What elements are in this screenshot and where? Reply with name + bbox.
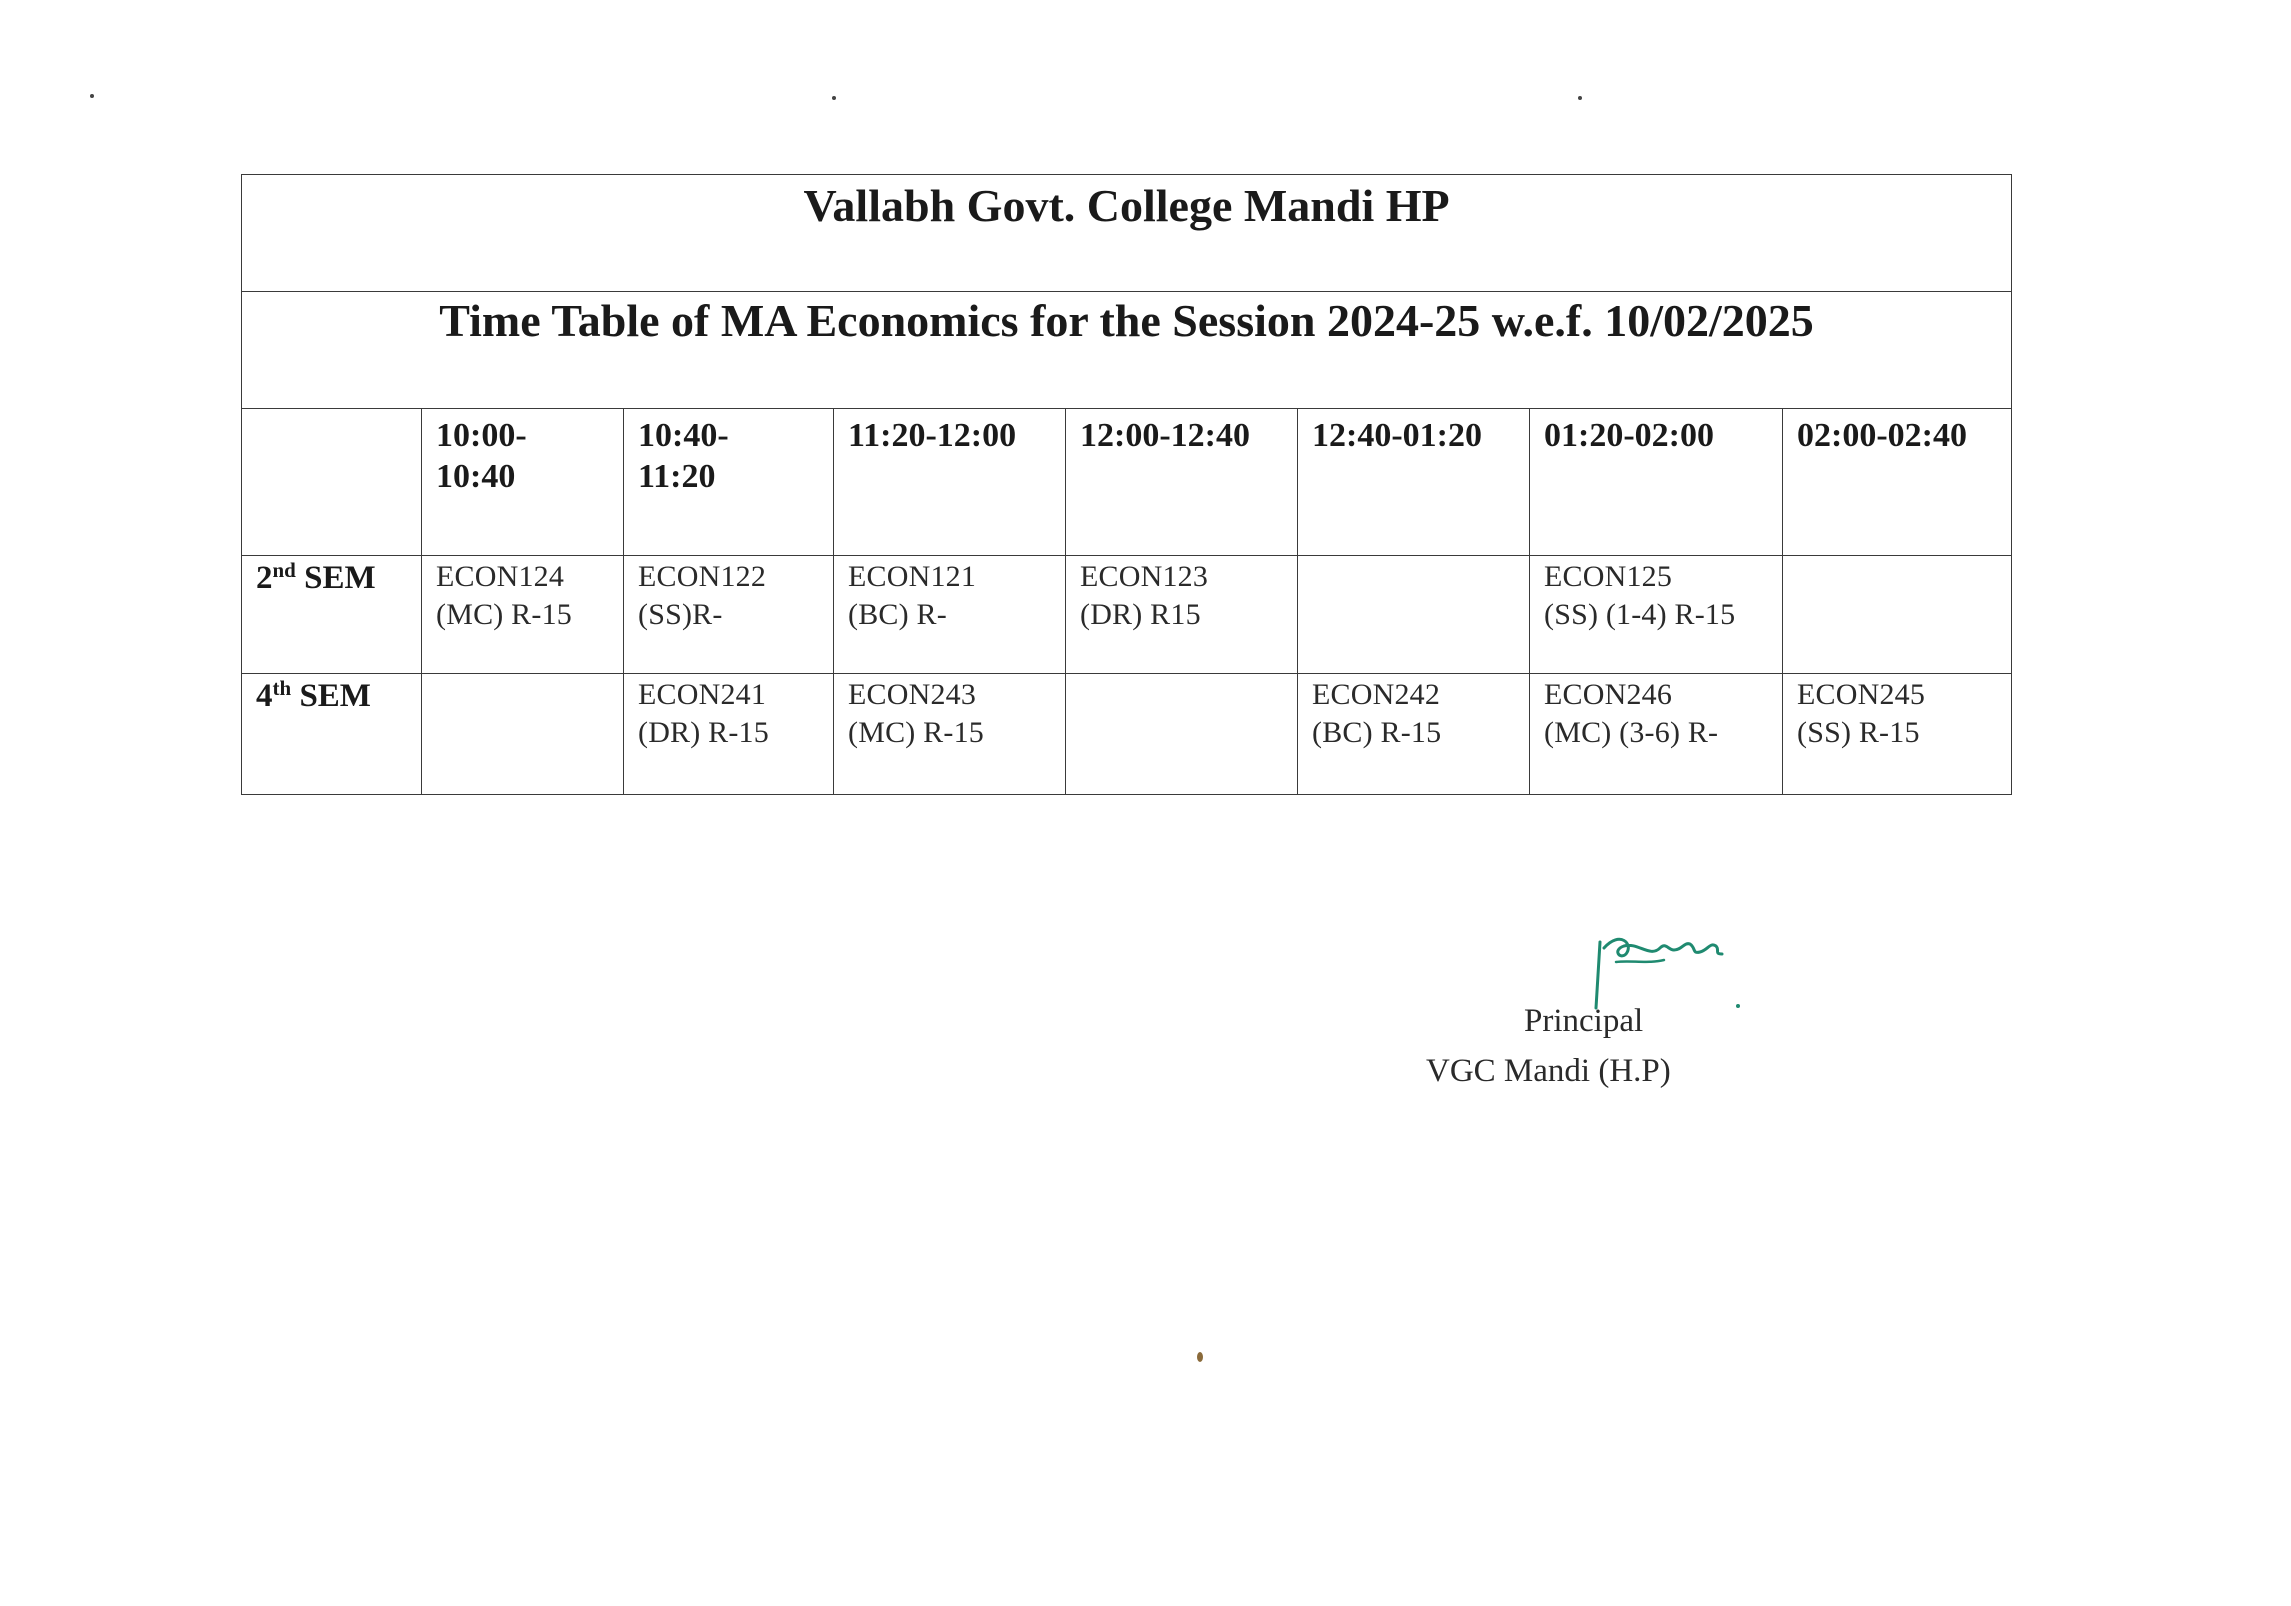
time-slot-header	[1530, 409, 1783, 556]
course-code: ECON241	[638, 678, 767, 711]
course-entry	[1298, 674, 1529, 752]
time-slot-header	[1298, 409, 1530, 556]
course-code: ECON242	[1312, 678, 1441, 711]
course-cell	[624, 674, 834, 795]
scan-speck	[90, 94, 94, 98]
course-cell	[422, 556, 624, 674]
signatory-institution: VGC Mandi (H.P)	[1426, 1053, 1671, 1089]
scan-speck	[1197, 1352, 1203, 1362]
course-entry	[834, 556, 1065, 634]
course-entry	[624, 674, 833, 752]
semester-word: SEM	[304, 560, 376, 596]
course-cell	[1298, 674, 1530, 795]
semester-suffix: th	[272, 676, 292, 700]
course-detail: (SS)R-	[638, 598, 723, 631]
course-cell	[1066, 556, 1298, 674]
course-code: ECON125	[1544, 560, 1673, 593]
course-entry	[1066, 556, 1297, 634]
empty-cell	[422, 674, 624, 795]
time-slot-text: 12:00-12:40	[1080, 417, 1250, 454]
time-slot-text: 10:00-	[436, 417, 527, 454]
course-code: ECON245	[1797, 678, 1926, 711]
course-detail: (BC) R-	[848, 598, 947, 631]
semester-row-4th	[242, 674, 2012, 795]
semester-word: SEM	[299, 678, 371, 714]
course-detail: (MC) R-15	[848, 716, 984, 749]
time-slot-header-row	[242, 409, 2012, 556]
course-entry	[1783, 674, 2011, 752]
course-cell	[1530, 556, 1783, 674]
time-slot-header	[422, 409, 624, 556]
semester-label	[256, 556, 421, 597]
course-entry	[834, 674, 1065, 752]
timetable-title: Time Table of MA Economics for the Session 2024-25 w.e.f. 10/02/2025	[439, 295, 1814, 346]
time-slot-header	[834, 409, 1066, 556]
course-cell	[1783, 674, 2012, 795]
signatory-block	[1426, 996, 1671, 1096]
semester-label-cell	[242, 674, 422, 795]
course-cell	[624, 556, 834, 674]
semester-suffix: nd	[272, 558, 296, 582]
semester-number: 2	[256, 560, 273, 596]
course-code: ECON121	[848, 560, 977, 593]
time-slot-text: 02:00-02:40	[1797, 417, 1967, 454]
course-cell	[834, 556, 1066, 674]
college-name-cell	[242, 175, 2012, 292]
course-entry	[422, 556, 623, 634]
course-entry	[1530, 674, 1782, 752]
semester-number: 4	[256, 678, 273, 714]
course-code: ECON246	[1544, 678, 1673, 711]
timetable	[241, 174, 2012, 795]
empty-cell	[1783, 556, 2012, 674]
time-slot-text: 01:20-02:00	[1544, 417, 1714, 454]
course-cell	[834, 674, 1066, 795]
semester-row-2nd	[242, 556, 2012, 674]
time-slot-text: 10:40-	[638, 417, 729, 454]
time-slot-text: 12:40-01:20	[1312, 417, 1482, 454]
course-code: ECON124	[436, 560, 565, 593]
empty-cell	[1066, 674, 1298, 795]
signatory-title: Principal	[1524, 1003, 1644, 1039]
course-entry	[624, 556, 833, 634]
time-slot-header	[1783, 409, 2012, 556]
semester-label	[256, 674, 421, 715]
course-detail: (MC) (3-6) R-	[1544, 716, 1719, 749]
corner-cell	[242, 409, 422, 556]
course-cell	[1530, 674, 1783, 795]
course-entry	[1530, 556, 1782, 634]
course-code: ECON123	[1080, 560, 1209, 593]
time-slot-text: 11:20	[638, 458, 716, 495]
semester-label-cell	[242, 556, 422, 674]
course-code: ECON122	[638, 560, 767, 593]
course-detail: (DR) R-15	[638, 716, 769, 749]
scan-speck	[1578, 96, 1582, 100]
time-slot-text: 11:20-12:00	[848, 417, 1017, 454]
empty-cell	[1298, 556, 1530, 674]
time-slot-text: 10:40	[436, 458, 516, 495]
scan-speck	[832, 96, 836, 100]
course-detail: (BC) R-15	[1312, 716, 1442, 749]
course-detail: (SS) (1-4) R-15	[1544, 598, 1736, 631]
time-slot-header	[624, 409, 834, 556]
course-code: ECON243	[848, 678, 977, 711]
time-slot-header	[1066, 409, 1298, 556]
course-detail: (SS) R-15	[1797, 716, 1920, 749]
timetable-title-cell	[242, 292, 2012, 409]
college-name: Vallabh Govt. College Mandi HP	[803, 180, 1450, 231]
course-detail: (DR) R15	[1080, 598, 1201, 631]
course-detail: (MC) R-15	[436, 598, 572, 631]
